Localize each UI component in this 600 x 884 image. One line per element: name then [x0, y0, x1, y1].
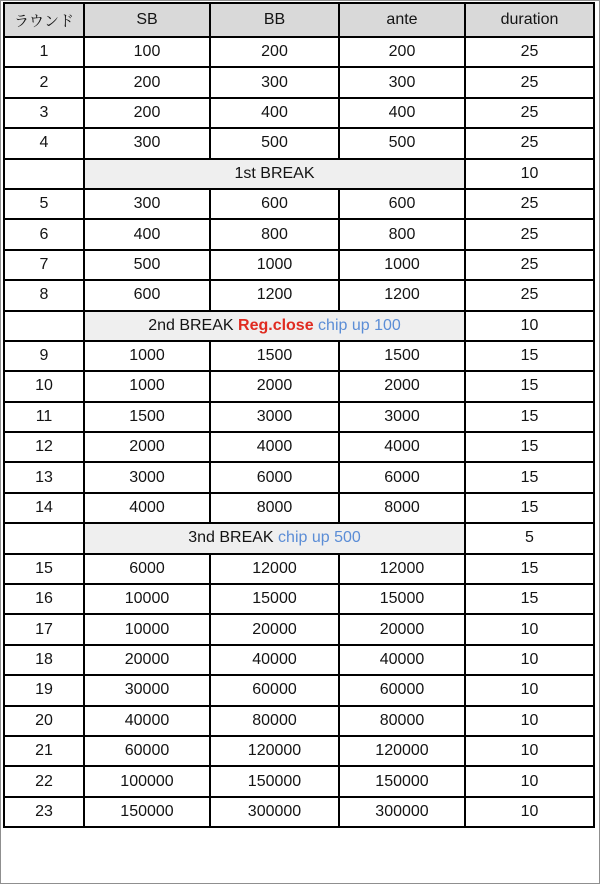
cell-bb: 1500 — [210, 341, 339, 371]
cell-bb: 20000 — [210, 614, 339, 644]
cell-sb: 60000 — [84, 736, 210, 766]
level-row — [4, 462, 594, 492]
cell-round: 17 — [4, 614, 84, 644]
cell-duration: 10 — [465, 614, 594, 644]
cell-bb: 80000 — [210, 706, 339, 736]
cell-duration: 25 — [465, 189, 594, 219]
level-row — [4, 280, 594, 310]
column-header-sb: SB — [84, 3, 210, 37]
cell-ante: 12000 — [339, 554, 465, 584]
cell-ante: 20000 — [339, 614, 465, 644]
cell-round: 2 — [4, 67, 84, 97]
cell-ante: 2000 — [339, 371, 465, 401]
cell-ante: 300000 — [339, 797, 465, 827]
cell-duration: 25 — [465, 67, 594, 97]
column-header-bb: BB — [210, 3, 339, 37]
level-row — [4, 584, 594, 614]
column-header-duration: duration — [465, 3, 594, 37]
cell-ante: 3000 — [339, 402, 465, 432]
cell-sb: 400 — [84, 219, 210, 249]
cell-duration: 10 — [465, 675, 594, 705]
break-label-part: chip up 100 — [313, 316, 401, 334]
cell-round: 10 — [4, 371, 84, 401]
level-row — [4, 128, 594, 158]
cell-sb: 40000 — [84, 706, 210, 736]
cell-duration: 15 — [465, 493, 594, 523]
cell-round: 12 — [4, 432, 84, 462]
level-row — [4, 493, 594, 523]
cell-duration: 15 — [465, 371, 594, 401]
level-row — [4, 766, 594, 796]
cell-bb: 6000 — [210, 462, 339, 492]
cell-bb: 15000 — [210, 584, 339, 614]
cell-duration: 10 — [465, 706, 594, 736]
cell-bb: 120000 — [210, 736, 339, 766]
cell-duration: 10 — [465, 736, 594, 766]
level-row — [4, 37, 594, 67]
cell-sb: 600 — [84, 280, 210, 310]
level-row — [4, 371, 594, 401]
cell-round: 19 — [4, 675, 84, 705]
cell-ante: 600 — [339, 189, 465, 219]
cell-ante: 400 — [339, 98, 465, 128]
cell-sb: 300 — [84, 189, 210, 219]
cell-ante: 120000 — [339, 736, 465, 766]
cell-ante: 150000 — [339, 766, 465, 796]
break-row — [4, 159, 594, 189]
cell-round: 14 — [4, 493, 84, 523]
cell-sb: 6000 — [84, 554, 210, 584]
cell-sb: 20000 — [84, 645, 210, 675]
cell-sb: 2000 — [84, 432, 210, 462]
table-body — [4, 37, 594, 827]
cell-round: 16 — [4, 584, 84, 614]
level-row — [4, 736, 594, 766]
cell-ante: 6000 — [339, 462, 465, 492]
cell-bb: 300 — [210, 67, 339, 97]
cell-round: 11 — [4, 402, 84, 432]
cell-round: 18 — [4, 645, 84, 675]
cell-ante: 1000 — [339, 250, 465, 280]
cell-duration: 15 — [465, 402, 594, 432]
blind-structure-table — [3, 2, 595, 828]
cell-bb: 8000 — [210, 493, 339, 523]
cell-duration: 15 — [465, 341, 594, 371]
cell-bb: 150000 — [210, 766, 339, 796]
cell-round: 4 — [4, 128, 84, 158]
cell-duration: 15 — [465, 554, 594, 584]
column-header-round: ラウンド — [4, 3, 84, 37]
cell-duration: 25 — [465, 37, 594, 67]
cell-round: 15 — [4, 554, 84, 584]
cell-round: 21 — [4, 736, 84, 766]
cell-ante: 40000 — [339, 645, 465, 675]
cell-sb: 1000 — [84, 341, 210, 371]
cell-bb: 12000 — [210, 554, 339, 584]
break-cell — [84, 159, 465, 189]
cell-round: 7 — [4, 250, 84, 280]
table-header — [4, 3, 594, 37]
break-label-part: 1st BREAK — [234, 164, 315, 182]
break-row — [4, 311, 594, 341]
level-row — [4, 554, 594, 584]
cell-sb: 10000 — [84, 614, 210, 644]
cell-ante: 80000 — [339, 706, 465, 736]
cell-duration: 15 — [465, 462, 594, 492]
cell-round: 1 — [4, 37, 84, 67]
cell-round — [4, 159, 84, 189]
cell-round: 3 — [4, 98, 84, 128]
level-row — [4, 706, 594, 736]
level-row — [4, 645, 594, 675]
cell-round: 9 — [4, 341, 84, 371]
level-row — [4, 675, 594, 705]
break-row — [4, 523, 594, 553]
break-label-part: 3nd BREAK — [188, 529, 279, 547]
cell-round — [4, 311, 84, 341]
cell-bb: 4000 — [210, 432, 339, 462]
cell-bb: 400 — [210, 98, 339, 128]
cell-sb: 200 — [84, 98, 210, 128]
cell-ante: 200 — [339, 37, 465, 67]
cell-sb: 100 — [84, 37, 210, 67]
cell-sb: 1500 — [84, 402, 210, 432]
level-row — [4, 189, 594, 219]
cell-duration: 10 — [465, 159, 594, 189]
cell-bb: 1000 — [210, 250, 339, 280]
cell-bb: 200 — [210, 37, 339, 67]
cell-duration: 25 — [465, 280, 594, 310]
cell-ante: 15000 — [339, 584, 465, 614]
cell-round: 8 — [4, 280, 84, 310]
cell-sb: 1000 — [84, 371, 210, 401]
cell-sb: 200 — [84, 67, 210, 97]
cell-round: 6 — [4, 219, 84, 249]
cell-bb: 800 — [210, 219, 339, 249]
cell-duration: 10 — [465, 311, 594, 341]
cell-duration: 10 — [465, 766, 594, 796]
cell-bb: 600 — [210, 189, 339, 219]
cell-round: 23 — [4, 797, 84, 827]
level-row — [4, 614, 594, 644]
cell-round — [4, 523, 84, 553]
cell-ante: 1500 — [339, 341, 465, 371]
break-label-part: 2nd BREAK — [148, 316, 239, 334]
break-cell — [84, 523, 465, 553]
level-row — [4, 250, 594, 280]
cell-sb: 10000 — [84, 584, 210, 614]
cell-round: 13 — [4, 462, 84, 492]
cell-sb: 300 — [84, 128, 210, 158]
cell-sb: 30000 — [84, 675, 210, 705]
break-label-part: Reg.close — [238, 316, 314, 334]
cell-round: 5 — [4, 189, 84, 219]
cell-duration: 10 — [465, 797, 594, 827]
level-row — [4, 432, 594, 462]
column-header-ante: ante — [339, 3, 465, 37]
cell-sb: 150000 — [84, 797, 210, 827]
cell-ante: 300 — [339, 67, 465, 97]
cell-ante: 500 — [339, 128, 465, 158]
cell-ante: 4000 — [339, 432, 465, 462]
cell-duration: 15 — [465, 432, 594, 462]
level-row — [4, 98, 594, 128]
level-row — [4, 341, 594, 371]
break-label-part: chip up 500 — [278, 529, 361, 547]
cell-bb: 40000 — [210, 645, 339, 675]
cell-round: 22 — [4, 766, 84, 796]
cell-duration: 15 — [465, 584, 594, 614]
cell-duration: 5 — [465, 523, 594, 553]
cell-duration: 10 — [465, 645, 594, 675]
cell-sb: 100000 — [84, 766, 210, 796]
cell-bb: 3000 — [210, 402, 339, 432]
cell-bb: 60000 — [210, 675, 339, 705]
cell-duration: 25 — [465, 219, 594, 249]
cell-duration: 25 — [465, 250, 594, 280]
cell-round: 20 — [4, 706, 84, 736]
cell-bb: 2000 — [210, 371, 339, 401]
level-row — [4, 67, 594, 97]
cell-duration: 25 — [465, 98, 594, 128]
cell-ante: 800 — [339, 219, 465, 249]
cell-sb: 500 — [84, 250, 210, 280]
level-row — [4, 219, 594, 249]
header-row — [4, 3, 594, 37]
cell-ante: 60000 — [339, 675, 465, 705]
cell-bb: 500 — [210, 128, 339, 158]
cell-bb: 1200 — [210, 280, 339, 310]
cell-sb: 4000 — [84, 493, 210, 523]
cell-bb: 300000 — [210, 797, 339, 827]
cell-duration: 25 — [465, 128, 594, 158]
cell-sb: 3000 — [84, 462, 210, 492]
level-row — [4, 402, 594, 432]
cell-ante: 1200 — [339, 280, 465, 310]
cell-ante: 8000 — [339, 493, 465, 523]
break-cell — [84, 311, 465, 341]
level-row — [4, 797, 594, 827]
